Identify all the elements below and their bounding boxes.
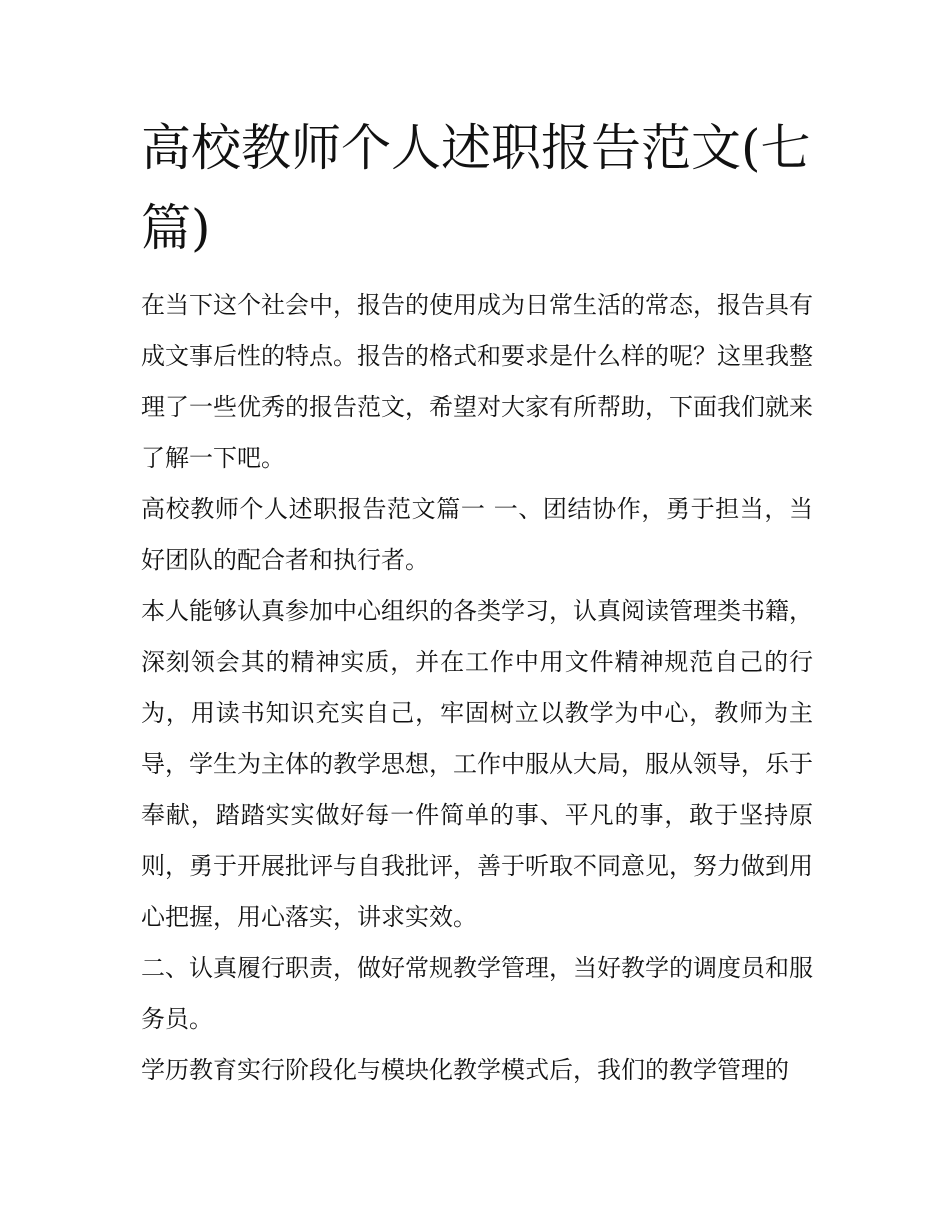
document-page	[141, 108, 813, 1096]
paragraph-section-2-heading: 二、认真履行职责，做好常规教学管理，当好教学的调度员和服务员。	[141, 954, 813, 1033]
document-body	[141, 280, 813, 1096]
paragraph-intro: 在当下这个社会中，报告的使用成为日常生活的常态，报告具有成文事后性的特点。报告的格式和要求是什么样的呢？这里我整理了一些优秀的报告范文，希望对大家有所帮助，下面我们就来了解一下吧。	[141, 291, 813, 472]
paragraph-section-1-body: 本人能够认真参加中心组织的各类学习，认真阅读管理类书籍，深刻领会其的精神实质，并在工作中用文件精神规范自己的行为，用读书知识充实自己，牢固树立以教学为中心，教师为主导，学生为主体的教学思想，工作中服从大局，服从领导，乐于奉献，踏踏实实做好每一件简单的事、平凡的事，敢于坚持原则，勇于开展批评与自我批评，善于听取不同意见，努力做到用心把握，用心落实，讲求实效。	[141, 597, 813, 931]
paragraph-section-2-body: 学历教育实行阶段化与模块化教学模式后，我们的教学管理的	[141, 1056, 789, 1084]
document-title: 高校教师个人述职报告范文(七篇)	[141, 119, 811, 257]
paragraph-section-1-heading: 高校教师个人述职报告范文篇一 一、团结协作，勇于担当，当好团队的配合者和执行者。	[141, 495, 813, 574]
